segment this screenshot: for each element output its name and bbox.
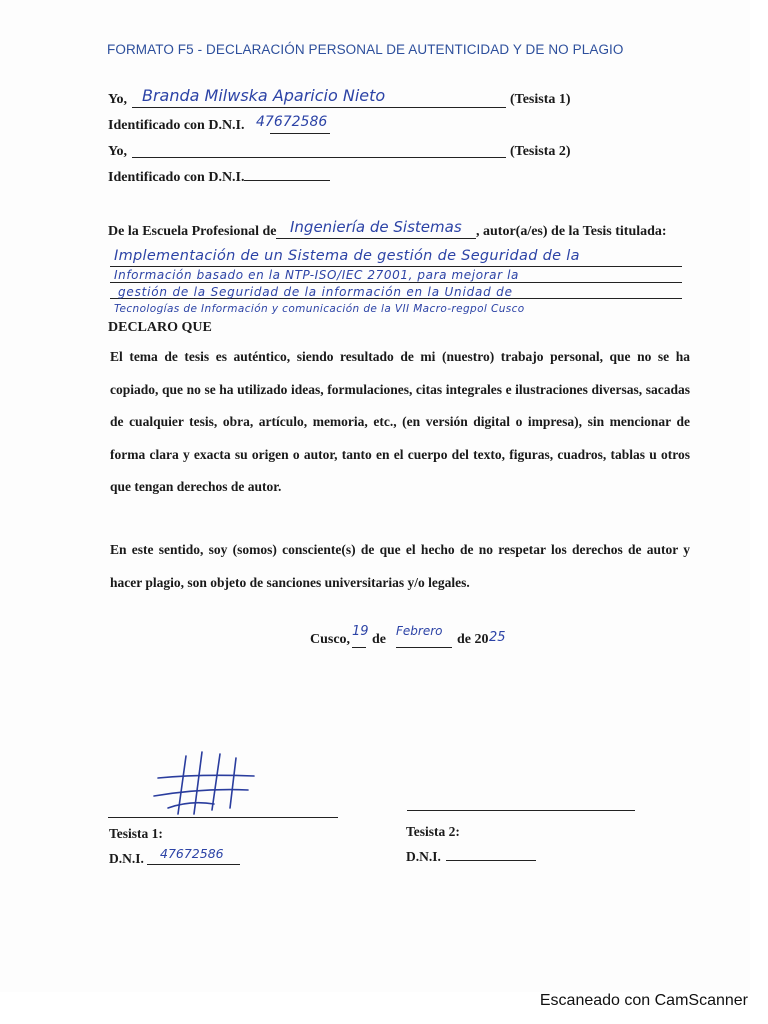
- handwritten-dni: 47672586: [256, 114, 328, 130]
- dni-bottom-line-2: [446, 860, 536, 861]
- dni-bottom-label-2: D.N.I.: [406, 849, 441, 864]
- tesista1-suffix: (Tesista 1): [510, 92, 571, 107]
- declaration-paragraph-2: En este sentido, soy (somos) consciente(s) de que el hecho de no respetar los derechos de autor y hacer plagio, son objeto de sanciones universitarias y/o legales.: [110, 542, 690, 590]
- scanner-watermark: Escaneado con CamScanner: [539, 992, 748, 1009]
- handwritten-title-line: Tecnologías de Información y comunicación de la VII Macro-regpol Cusco: [114, 303, 525, 315]
- name-line-1: [132, 107, 506, 108]
- handwritten-dni-bottom: 47672586: [160, 846, 224, 861]
- handwritten-name: Branda Milwska Aparicio Nieto: [142, 86, 386, 105]
- dni-label-2: Identificado con D.N.I.: [108, 170, 245, 185]
- dni-line-1: [270, 133, 330, 134]
- name-line-2: [132, 157, 506, 158]
- month-line: [396, 647, 452, 648]
- handwritten-escuela: Ingeniería de Sistemas: [290, 218, 462, 236]
- handwritten-title-line: Implementación de un Sistema de gestión de Seguridad de la: [114, 248, 580, 264]
- escuela-label: De la Escuela Profesional de: [108, 224, 277, 239]
- handwritten-year: 25: [489, 630, 506, 645]
- declaro-label: DECLARO QUE: [108, 320, 212, 335]
- yo-label-2: Yo,: [108, 144, 128, 159]
- escuela-line: [276, 238, 476, 239]
- declaration-paragraph-1: El tema de tesis es auténtico, siendo resultado de mi (nuestro) trabajo personal, que no se ha copiado, que no se ha utilizado ideas, formulaciones, citas integrales e ilustraciones diversas, sacadas de cualquier tesis, obra, artículo, memoria, etc., (en versión digital o impresa), sin mencionar de forma clara y exacta su origen o autor, tanto en el cuerpo del texto, figuras, cuadros, tablas u otros que tengan derechos de autor.: [110, 349, 690, 494]
- handwritten-day: 19: [352, 624, 369, 639]
- day-line: [352, 647, 366, 648]
- de-label-1: de: [372, 632, 386, 647]
- dni-bottom-line-1: [147, 864, 240, 865]
- document-title: FORMATO F5 - DECLARACIÓN PERSONAL DE AUTENTICIDAD Y DE NO PLAGIO: [107, 42, 624, 57]
- dni-bottom-label-1: D.N.I.: [109, 851, 144, 866]
- signature-line-2: [407, 810, 635, 811]
- tesista1-label: Tesista 1:: [109, 826, 163, 841]
- tesista2-label: Tesista 2:: [406, 824, 460, 839]
- signature-line-1: [108, 817, 338, 818]
- signature-graphic: [150, 748, 260, 820]
- dni-line-2: [244, 180, 330, 181]
- handwritten-title-line: Información basado en la NTP-ISO/IEC 27001, para mejorar la: [114, 268, 519, 282]
- yo-label-1: Yo,: [108, 92, 128, 107]
- title-line-2: [110, 282, 682, 283]
- handwritten-title-line: gestión de la Seguridad de la información en la Unidad de: [118, 285, 513, 299]
- dni-label-1: Identificado con D.N.I.: [108, 118, 245, 133]
- tesista2-suffix: (Tesista 2): [510, 144, 571, 159]
- de-label-2: de 20: [457, 632, 489, 647]
- escuela-suffix: , autor(a/es) de la Tesis titulada:: [476, 224, 667, 239]
- title-line-1: [110, 266, 682, 267]
- handwritten-month: Febrero: [396, 624, 443, 638]
- place-label: Cusco,: [310, 632, 351, 647]
